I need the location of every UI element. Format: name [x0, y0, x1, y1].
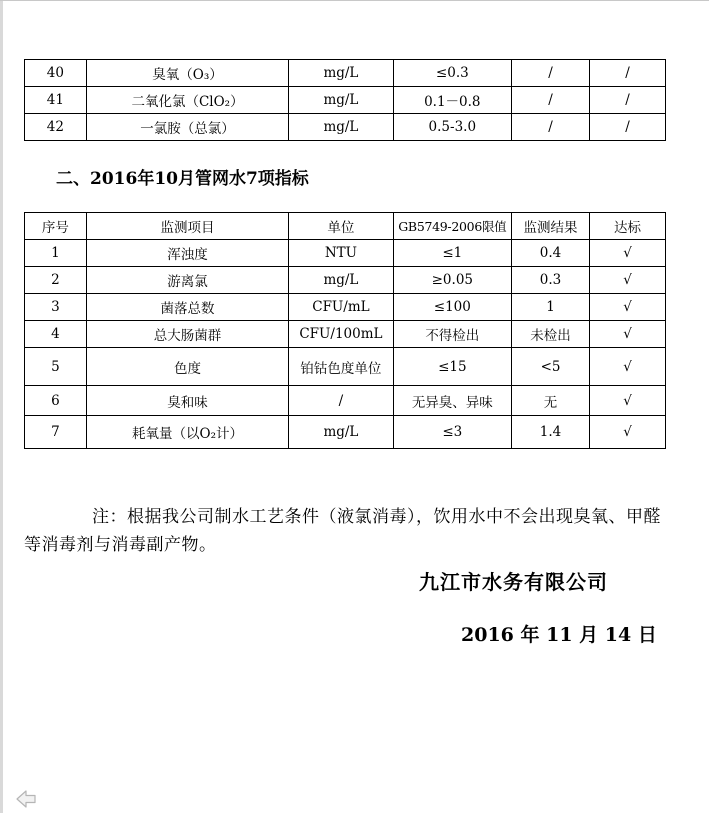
- monitoring-item: 总大肠菌群: [86, 321, 289, 348]
- limit-value: ≤100: [393, 294, 511, 321]
- row-number: 1: [25, 240, 87, 267]
- row-number: 5: [25, 348, 87, 386]
- unit: mg/L: [289, 267, 393, 294]
- monitoring-item: 一氯胺（总氯）: [86, 114, 289, 141]
- company-signature: 九江市水务有限公司: [419, 570, 608, 594]
- limit-value: ≤1: [393, 240, 511, 267]
- section-title: 二、2016年10月管网水7项指标: [56, 169, 309, 189]
- table-row: [25, 267, 666, 294]
- row-number: 42: [25, 114, 87, 141]
- result-value: /: [512, 114, 590, 141]
- table-header-row: [25, 213, 666, 240]
- monitoring-item: 游离氯: [86, 267, 289, 294]
- pass-mark: /: [590, 60, 666, 87]
- pass-mark: √: [590, 386, 666, 416]
- table-row: [25, 60, 666, 87]
- header-result: 监测结果: [512, 213, 590, 240]
- table-row: [25, 386, 666, 416]
- table-row: [25, 348, 666, 386]
- result-value: 未检出: [512, 321, 590, 348]
- page-left-border: [0, 0, 3, 813]
- row-number: 6: [25, 386, 87, 416]
- unit: mg/L: [289, 87, 393, 114]
- unit: mg/L: [289, 416, 393, 449]
- pass-mark: √: [590, 416, 666, 449]
- pass-mark: /: [590, 114, 666, 141]
- pass-mark: √: [590, 321, 666, 348]
- table-row: [25, 114, 666, 141]
- result-value: 0.3: [512, 267, 590, 294]
- limit-value: ≤3: [393, 416, 511, 449]
- unit: NTU: [289, 240, 393, 267]
- result-value: 1.4: [512, 416, 590, 449]
- header-item: 监测项目: [86, 213, 289, 240]
- result-value: 1: [512, 294, 590, 321]
- disinfection-note: 注：根据我公司制水工艺条件（液氯消毒），饮用水中不会出现臭氧、甲醛等消毒剂与消毒副产物。: [24, 507, 661, 555]
- monitoring-item: 臭和味: [86, 386, 289, 416]
- limit-value: ≥0.05: [393, 267, 511, 294]
- unit: mg/L: [289, 60, 393, 87]
- monitoring-item: 耗氧量（以O₂计）: [86, 416, 289, 449]
- table-row: [25, 321, 666, 348]
- table-row: [25, 294, 666, 321]
- monitoring-item: 菌落总数: [86, 294, 289, 321]
- limit-value: 无异臭、异味: [393, 386, 511, 416]
- result-value: /: [512, 87, 590, 114]
- header-limit: GB5749-2006限值: [393, 213, 511, 240]
- unit: CFU/mL: [289, 294, 393, 321]
- page-top-border: [0, 0, 709, 1]
- unit: 铂钴色度单位: [289, 348, 393, 386]
- document-date: 2016 年 11 月 14 日: [461, 624, 657, 646]
- result-value: 0.4: [512, 240, 590, 267]
- monitoring-item: 色度: [86, 348, 289, 386]
- pass-mark: /: [590, 87, 666, 114]
- row-number: 7: [25, 416, 87, 449]
- network-water-indicator-table: [24, 212, 666, 449]
- pass-mark: √: [590, 348, 666, 386]
- pass-mark: √: [590, 294, 666, 321]
- row-number: 40: [25, 60, 87, 87]
- row-number: 4: [25, 321, 87, 348]
- limit-value: 不得检出: [393, 321, 511, 348]
- unit: mg/L: [289, 114, 393, 141]
- monitoring-item: 浑浊度: [86, 240, 289, 267]
- result-value: <5: [512, 348, 590, 386]
- limit-value: ≤0.3: [393, 60, 511, 87]
- limit-value: ≤15: [393, 348, 511, 386]
- row-number: 41: [25, 87, 87, 114]
- back-arrow-icon[interactable]: [15, 789, 37, 809]
- monitoring-item: 臭氧（O₃）: [86, 60, 289, 87]
- monitoring-item: 二氧化氯（ClO₂）: [86, 87, 289, 114]
- table-row: [25, 87, 666, 114]
- unit: CFU/100mL: [289, 321, 393, 348]
- indicator-table-continued: [24, 59, 666, 141]
- row-number: 3: [25, 294, 87, 321]
- pass-mark: √: [590, 240, 666, 267]
- header-pass: 达标: [590, 213, 666, 240]
- header-number: 序号: [25, 213, 87, 240]
- result-value: /: [512, 60, 590, 87]
- row-number: 2: [25, 267, 87, 294]
- result-value: 无: [512, 386, 590, 416]
- pass-mark: √: [590, 267, 666, 294]
- header-unit: 单位: [289, 213, 393, 240]
- table-row: [25, 240, 666, 267]
- limit-value: 0.1－0.8: [393, 87, 511, 114]
- unit: /: [289, 386, 393, 416]
- table-row: [25, 416, 666, 449]
- limit-value: 0.5-3.0: [393, 114, 511, 141]
